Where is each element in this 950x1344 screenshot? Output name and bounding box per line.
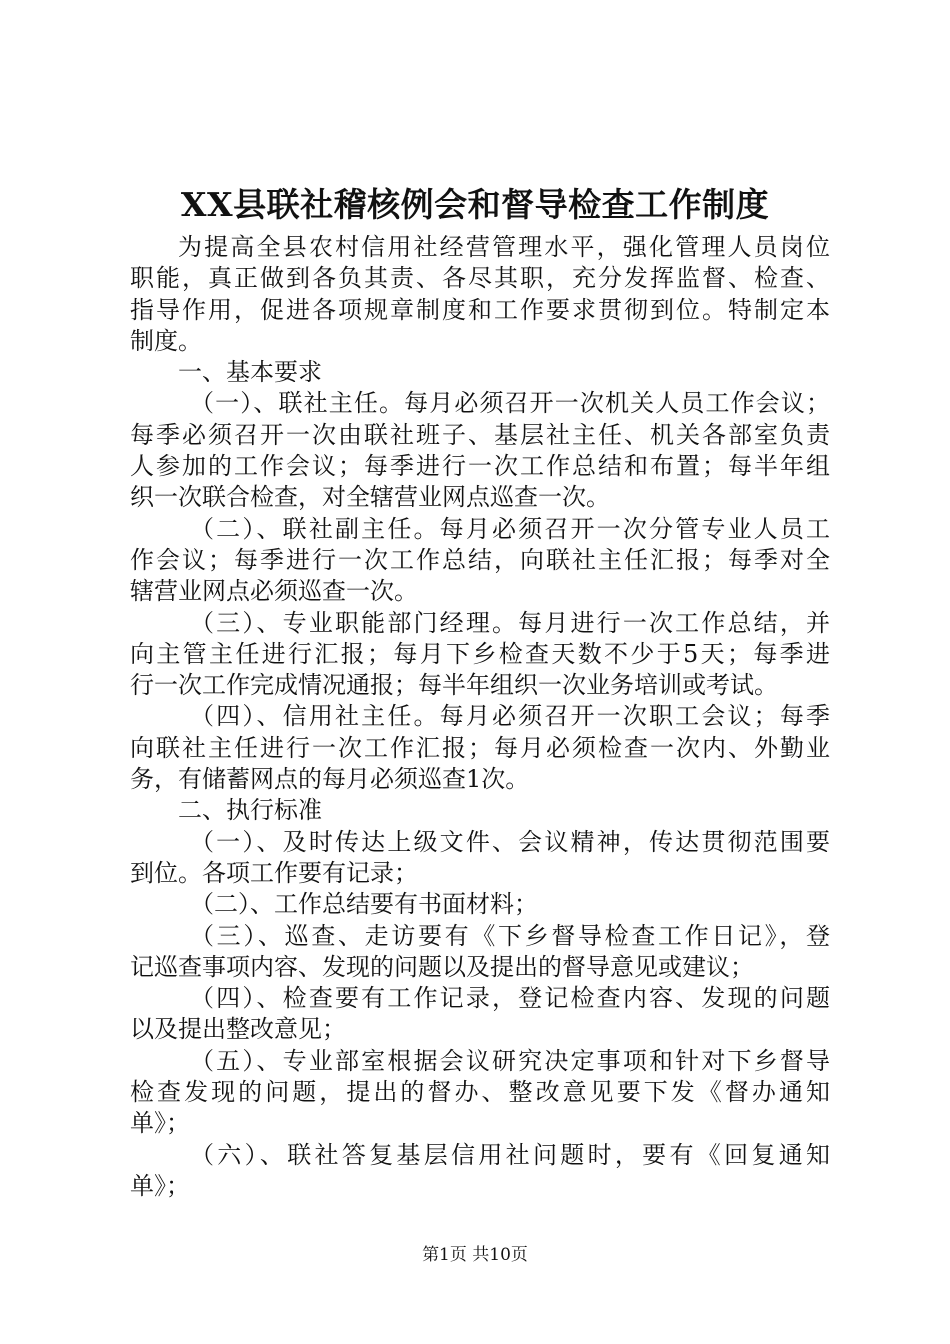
text-line: 一、基本要求 [178,358,322,387]
text-line: 织一次联合检查，对全辖营业网点巡查一次。 [130,483,610,512]
text-line: 行一次工作完成情况通报；每半年组织一次业务培训或考试。 [130,671,778,700]
text-line: 以及提出整改意见； [130,1015,346,1044]
text-line: （二）、工作总结要有书面材料； [190,890,538,919]
text-line: 每季必须召开一次由联社班子、基层社主任、机关各部室负责 [130,420,830,449]
text-line: 到位。各项工作要有记录； [130,858,418,887]
text-line: 单》； [130,1171,190,1200]
text-line: （一）、及时传达上级文件、会议精神，传达贯彻范围要 [190,827,830,856]
text-line: 单》； [130,1109,190,1138]
text-line: 二、执行标准 [178,796,322,825]
text-line: （六）、联社答复基层信用社问题时，要有《回复通知 [190,1140,830,1169]
text-line: （四）、检查要有工作记录，登记检查内容、发现的问题 [190,984,830,1013]
text-line: （四）、信用社主任。每月必须召开一次职工会议；每季 [190,702,830,731]
text-line: （三）、巡查、走访要有《下乡督导检查工作日记》，登 [190,921,830,950]
document-title: XX县联社稽核例会和督导检查工作制度 [180,185,770,224]
text-line: 向主管主任进行汇报；每月下乡检查天数不少于5天；每季进 [130,639,830,668]
text-line: 记巡查事项内容、发现的问题以及提出的督导意见或建议； [130,952,754,981]
text-line: （三）、专业职能部门经理。每月进行一次工作总结，并 [190,608,830,637]
text-line: 为提高全县农村信用社经营管理水平，强化管理人员岗位 [178,233,830,261]
text-line: 辖营业网点必须巡查一次。 [130,577,418,606]
text-line: 检查发现的问题，提出的督办、整改意见要下发《督办通知 [130,1078,830,1107]
text-line: 指导作用，促进各项规章制度和工作要求贯彻到位。特制定本 [130,295,830,324]
text-line: （一）、联社主任。每月必须召开一次机关人员工作会议； [190,389,830,418]
text-line: （二）、联社副主任。每月必须召开一次分管专业人员工 [190,514,830,543]
document-body [130,232,830,1202]
text-line: 人参加的工作会议；每季进行一次工作总结和布置；每半年组 [130,452,830,481]
text-line: 职能，真正做到各负其责、各尽其职，充分发挥监督、检查、 [130,264,830,293]
text-line: 向联社主任进行一次工作汇报；每月必须检查一次内、外勤业 [130,733,830,762]
page-footer: 第1页 共10页 [422,1245,528,1265]
text-line: 制度。 [130,326,202,355]
text-line: 作会议；每季进行一次工作总结，向联社主任汇报；每季对全 [130,545,830,574]
text-line: （五）、专业部室根据会议研究决定事项和针对下乡督导 [190,1046,830,1075]
text-line: 务，有储蓄网点的每月必须巡查1次。 [130,765,530,794]
